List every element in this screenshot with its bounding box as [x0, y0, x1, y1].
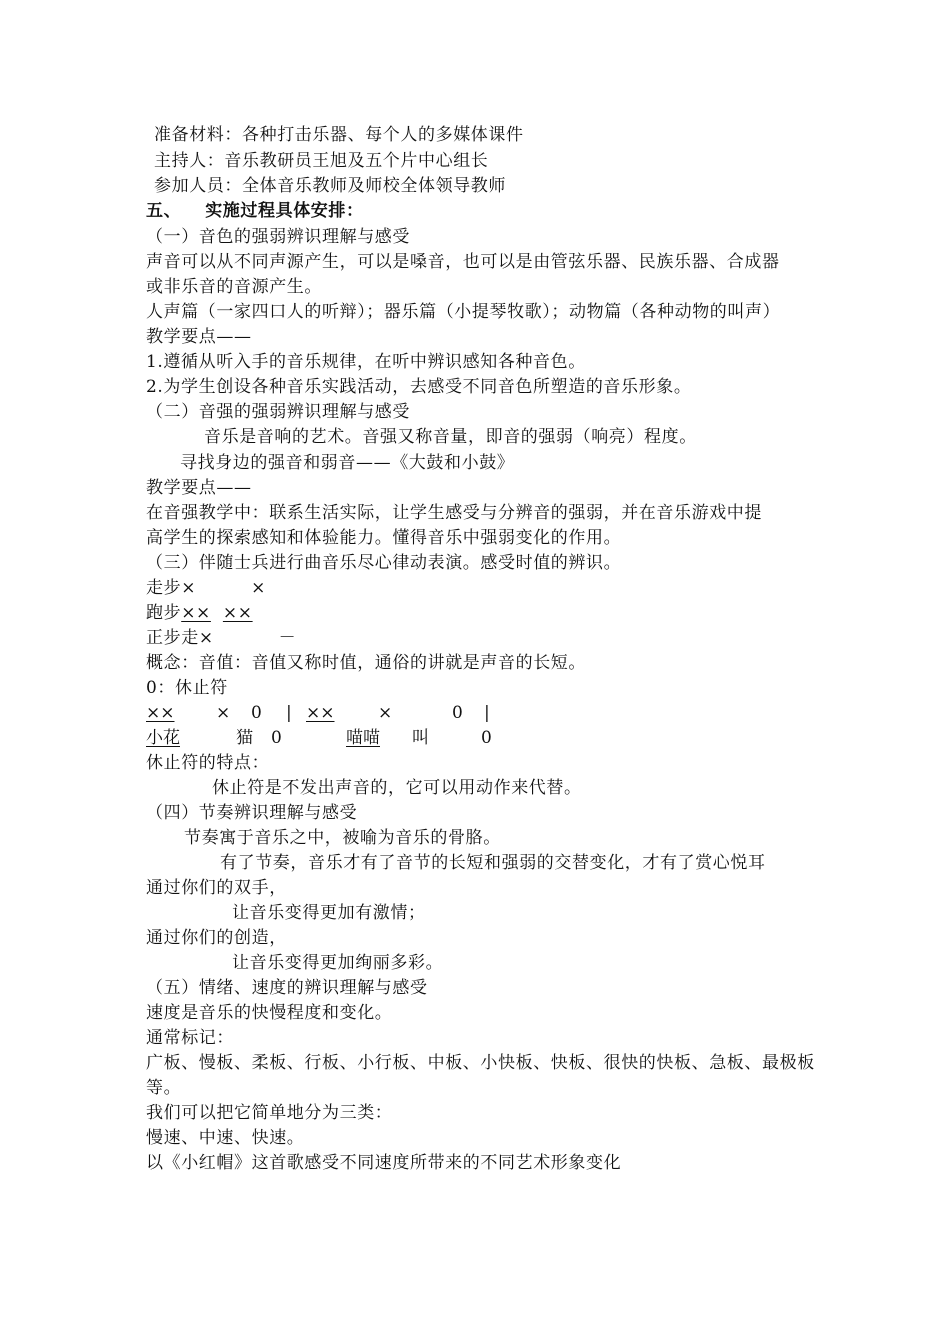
tempo-line-2: 通常标记：: [146, 1028, 234, 1048]
timbre-heading: （一）音色的强弱辨识理解与感受: [146, 227, 410, 247]
section-5-heading: [146, 200, 364, 222]
section-5-number: 五、: [146, 201, 182, 221]
tempo-heading: （五）情绪、速度的辨识理解与感受: [146, 978, 428, 998]
intensity-line-3: 在音强教学中：联系生活实际，让学生感受与分辨音的强弱，并在音乐游戏中提: [146, 503, 762, 523]
rest-feature-label: 休止符的特点：: [146, 753, 270, 773]
run-note-b: ××: [222, 603, 253, 623]
duration-concept: 概念：音值：音值又称时值，通俗的讲就是声音的长短。: [146, 653, 586, 673]
walk-label: 走步: [146, 578, 182, 598]
rhythm-line-4: 让音乐变得更加有激情；: [232, 903, 426, 923]
tempo-line-6: 慢速、中速、快速。: [146, 1128, 305, 1148]
intensity-line-1: 音乐是音响的艺术。音强又称音量，即音的强弱（响亮）程度。: [204, 427, 697, 447]
rest-rhythm-note: 0: [452, 703, 463, 723]
tempo-line-3: 广板、慢板、柔板、行板、小行板、中板、小快板、快板、很快的快板、急板、最极板: [146, 1053, 815, 1073]
rest-lyric: 喵喵: [346, 728, 380, 748]
timbre-line-1: 声音可以从不同声源产生，可以是嗓音，也可以是由管弦乐器、民族乐器、合成器: [146, 252, 780, 272]
tempo-line-7: 以《小红帽》这首歌感受不同速度所带来的不同艺术形象变化: [146, 1153, 622, 1173]
intensity-line-2: 寻找身边的强音和弱音——《大鼓和小鼓》: [180, 453, 515, 473]
timbre-teaching-points: 教学要点——: [146, 327, 252, 347]
host: 主持人：音乐教研员王旭及五个片中心组长: [154, 151, 489, 171]
tempo-line-4: 等。: [146, 1078, 182, 1098]
rest-rhythm-note: ××: [306, 703, 335, 723]
rhythm-line-1: 节奏寓于音乐之中，被喻为音乐的骨胳。: [184, 828, 501, 848]
run-note-a: ××: [181, 603, 211, 623]
rest-rhythm-note: ××: [146, 703, 175, 723]
rhythm-line-2: 有了节奏，音乐才有了音节的长短和强弱的交替变化，才有了赏心悦耳: [220, 853, 766, 873]
rhythm-heading: （四）节奏辨识理解与感受: [146, 803, 358, 823]
timbre-item-2: 2.为学生创设各种音乐实践活动，去感受不同音色所塑造的音乐形象。: [146, 377, 692, 397]
participants: 参加人员：全体音乐教师及师校全体领导教师: [154, 176, 506, 196]
rest-rhythm-note: 0: [251, 703, 262, 723]
rhythm-line-6: 让音乐变得更加绚丽多彩。: [232, 953, 444, 973]
rest-lyric: 猫: [236, 728, 253, 748]
march-row: [146, 627, 296, 649]
rest-lyric: 0: [481, 728, 492, 748]
rest-rhythm-bar: |: [484, 703, 490, 723]
march-label: 正步走: [146, 628, 199, 648]
rest-lyric: 0: [271, 728, 282, 748]
section-5-title: 实施过程具体安排：: [205, 201, 364, 221]
rest-rhythm-bar: |: [286, 703, 292, 723]
rest-rhythm-note: ×: [216, 703, 231, 723]
intensity-teaching-points: 教学要点——: [146, 478, 252, 498]
rest-rhythm-note: ×: [378, 703, 393, 723]
walk-note-b: ×: [251, 578, 266, 598]
walk-note-a: ×: [181, 578, 197, 598]
rhythm-line-3: 通过你们的双手，: [146, 878, 287, 898]
march-note-b: －: [278, 628, 297, 648]
timbre-item-1: 1.遵循从听入手的音乐规律，在听中辨识感知各种音色。: [146, 352, 586, 372]
tempo-line-5: 我们可以把它简单地分为三类：: [146, 1103, 393, 1123]
rhythm-line-5: 通过你们的创造，: [146, 928, 287, 948]
walk-row: [146, 577, 266, 599]
duration-heading: （三）伴随士兵进行曲音乐尽心律动表演。感受时值的辨识。: [146, 553, 622, 573]
run-row: [146, 602, 253, 624]
intensity-line-4: 高学生的探索感知和体验能力。懂得音乐中强弱变化的作用。: [146, 528, 622, 548]
tempo-line-1: 速度是音乐的快慢程度和变化。: [146, 1003, 393, 1023]
rest-lyric: 小花: [146, 728, 180, 748]
rest-symbol: 0：休止符: [146, 678, 228, 698]
rest-feature-desc: 休止符是不发出声音的，它可以用动作来代替。: [212, 778, 582, 798]
rest-lyric: 叫: [412, 728, 429, 748]
march-note-a: ×: [198, 628, 214, 648]
prep-materials: 准备材料：各种打击乐器、每个人的多媒体课件: [154, 125, 524, 145]
run-label: 跑步: [146, 603, 182, 623]
timbre-line-2: 或非乐音的音源产生。: [146, 277, 322, 297]
intensity-heading: （二）音强的强弱辨识理解与感受: [146, 402, 410, 422]
timbre-line-3: 人声篇（一家四口人的听辩）；器乐篇（小提琴牧歌）；动物篇（各种动物的叫声）: [146, 302, 781, 322]
